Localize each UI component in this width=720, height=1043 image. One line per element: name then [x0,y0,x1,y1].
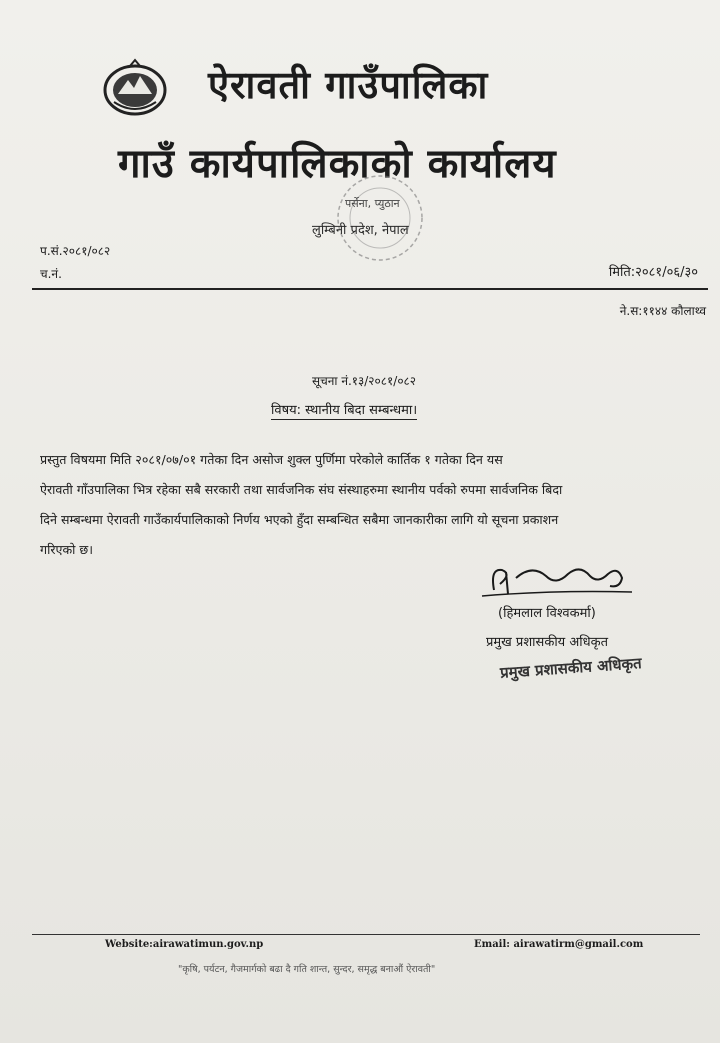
footer-email: Email: airawatirm@gmail.com [474,939,644,950]
notice-number: सूचना नं.१३/२०८१/०८२ [312,374,417,388]
body-line: दिने सम्बन्धमा ऐरावती गाउँकार्यपालिकाको निर्णय भएको हुँदा सम्बन्धित सबैमा जानकारीका लागि यो सूचना प्रकाशन [40,512,559,527]
footer-website: Website:airawatimun.gov.np [105,939,264,950]
reference-number: प.सं.२०८१/०८२ [40,244,111,258]
body-line: ऐरावती गाँउपालिका भित्र रहेका सबै सरकारी तथा सार्वजनिक संघ संस्थाहरुमा स्थानीय पर्वको रुपमा सार्वजनिक बिदा [40,482,563,497]
signatory-title: प्रमुख प्रशासकीय अधिकृत [486,635,609,650]
notice-subject: विषय: स्थानीय बिदा सम्बन्धमा। [271,400,417,420]
body-line: प्रस्तुत विषयमा मिति २०८१/०७/०१ गतेका दिन असोज शुक्ल पुर्णिमा परेकोले कार्तिक १ गतेका दिन यस [40,452,503,467]
footer-slogan: "कृषि, पर्यटन, गैजमार्गको बढा दै गति शान्त, सुन्दर, समृद्ध बनाऔं ऐरावती" [178,964,436,975]
seal-text-line2: लुम्बिनी प्रदेश, नेपाल [312,223,409,238]
nepal-emblem-icon [100,58,170,118]
body-line: गरिएको छ। [40,542,94,557]
footer-divider [32,934,700,935]
dispatch-number: च.नं. [40,267,62,281]
header-divider [32,288,708,290]
office-seal-icon [310,168,450,268]
seal-text-line1: पर्सेना, प्युठान [345,197,400,210]
office-title: गाउँ कार्यपालिकाको कार्यालय [118,141,557,187]
designation-stamp: प्रमुख प्रशासकीय अधिकृत [499,654,643,682]
notice-body [40,445,704,565]
nepal-sambat-date: ने.स:११४४ कौलाथ्व [619,304,706,318]
municipality-title: ऐरावती गाउँपालिका [208,63,489,107]
letter-date: मिति:२०८१/०६/३० [608,265,698,280]
handwritten-signature [472,560,662,602]
signatory-name: (हिमलाल विश्वकर्मा) [498,606,596,621]
